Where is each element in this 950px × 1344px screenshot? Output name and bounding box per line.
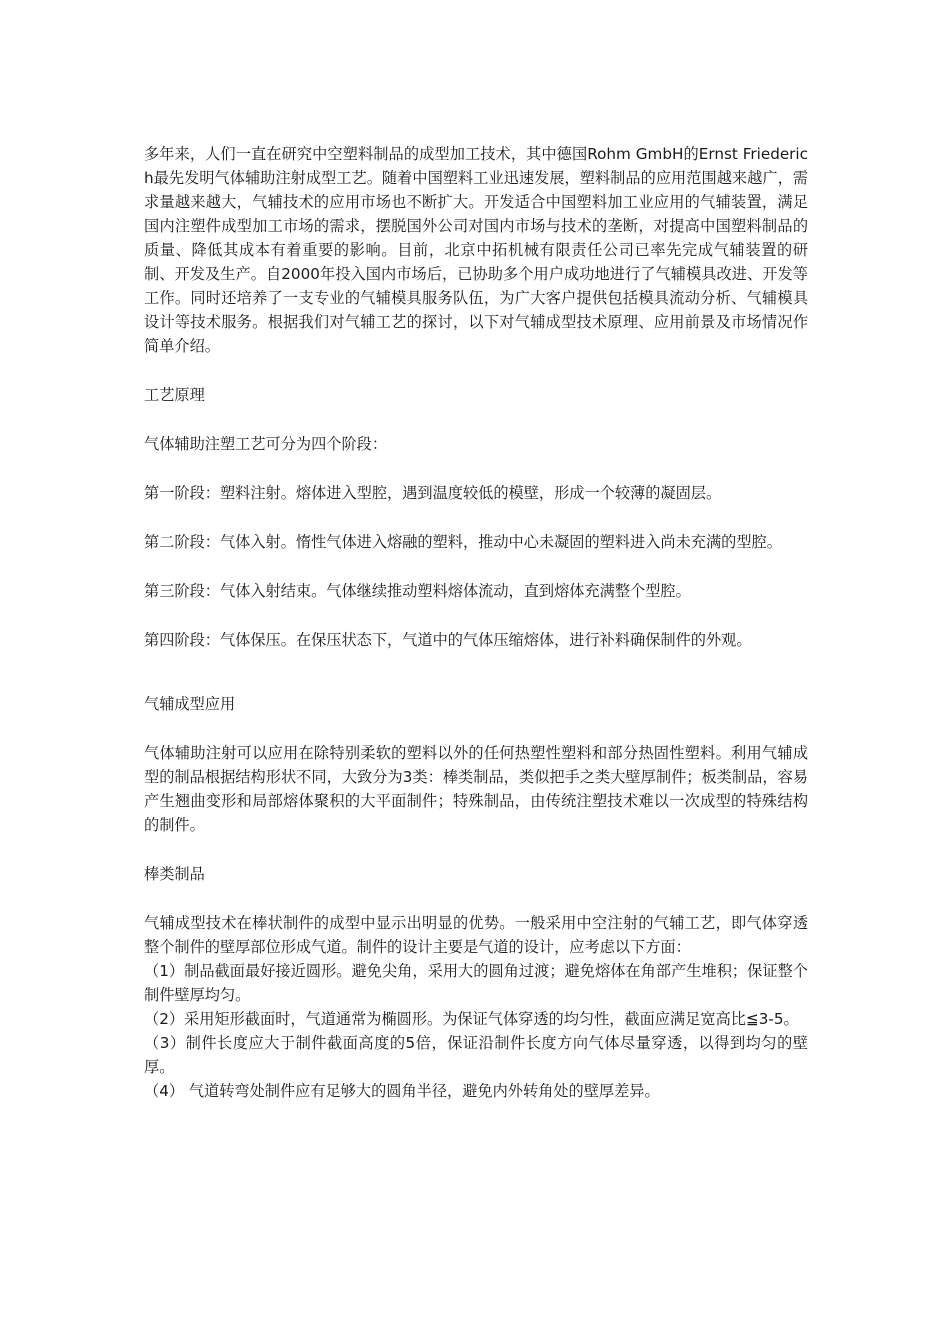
stage-2: 第二阶段：气体入射。惰性气体进入熔融的塑料，推动中心未凝固的塑料进入尚未充满的型腔。 xyxy=(144,533,782,551)
stage-1: 第一阶段：塑料注射。熔体进入型腔，遇到温度较低的模壁，形成一个较薄的凝固层。 xyxy=(144,484,722,502)
intro-paragraph: 多年来，人们一直在研究中空塑料制品的成型加工技术，其中德国Rohm GmbH的Ernst Friederich最先发明气体辅助注射成型工艺。随着中国塑料工业迅速发展，塑料制品的应用范围越来越广，需求量越来越大，气辅技术的应用市场也不断扩大。开发适合中国塑料加工业应用的气辅装置，满足国内注塑件成型加工市场的需求，摆脱国外公司对国内市场与技术的垄断，对提高中国塑料制品的质量、降低其成本有着重要的影响。目前，北京中拓机械有限责任公司已率先完成气辅装置的研制、开发及生产。自2000年投入国内市场后，已协助多个用户成功地进行了气辅模具改进、开发等工作。同时还培养了一支专业的气辅模具服务队伍，为广大客户提供包括模具流动分析、气辅模具设计等技术服务。根据我们对气辅工艺的探讨，以下对气辅成型技术原理、应用前景及市场情况作简单介绍。 xyxy=(144,145,808,355)
application-heading: 气辅成型应用 xyxy=(144,695,236,713)
rod-item-4: （4） 气道转弯处制件应有足够大的圆角半径，避免内外转角处的壁厚差异。 xyxy=(144,1082,660,1100)
stage-4: 第四阶段：气体保压。在保压状态下，气道中的气体压缩熔体，进行补料确保制件的外观。 xyxy=(144,631,752,649)
application-paragraph: 气体辅助注射可以应用在除特别柔软的塑料以外的任何热塑性塑料和部分热固性塑料。利用气辅成型的制品根据结构形状不同，大致分为3类：棒类制品，类似把手之类大壁厚制件；板类制品，容易产生翘曲变形和局部熔体聚积的大平面制件；特殊制品，由传统注塑技术难以一次成型的特殊结构的制件。 xyxy=(144,744,808,834)
rod-heading: 棒类制品 xyxy=(144,865,205,883)
rod-paragraph: 气辅成型技术在棒状制件的成型中显示出明显的优势。一般采用中空注射的气辅工艺，即气体穿透整个制件的壁厚部位形成气道。制件的设计主要是气道的设计，应考虑以下方面： xyxy=(144,914,808,956)
rod-item-3: （3）制件长度应大于制件截面高度的5倍，保证沿制件长度方向气体尽量穿透，以得到均匀的壁厚。 xyxy=(144,1034,808,1076)
principle-heading: 工艺原理 xyxy=(144,386,205,404)
principle-lead: 气体辅助注塑工艺可分为四个阶段： xyxy=(144,435,387,453)
rod-item-1: （1）制品截面最好接近圆形。避免尖角，采用大的圆角过渡；避免熔体在角部产生堆积；保证整个制件壁厚均匀。 xyxy=(144,962,808,1004)
stage-3: 第三阶段：气体入射结束。气体继续推动塑料熔体流动，直到熔体充满整个型腔。 xyxy=(144,582,691,600)
rod-item-2: （2）采用矩形截面时，气道通常为椭圆形。为保证气体穿透的均匀性，截面应满足宽高比≦3-5。 xyxy=(144,1010,799,1028)
document-page xyxy=(144,142,808,1103)
